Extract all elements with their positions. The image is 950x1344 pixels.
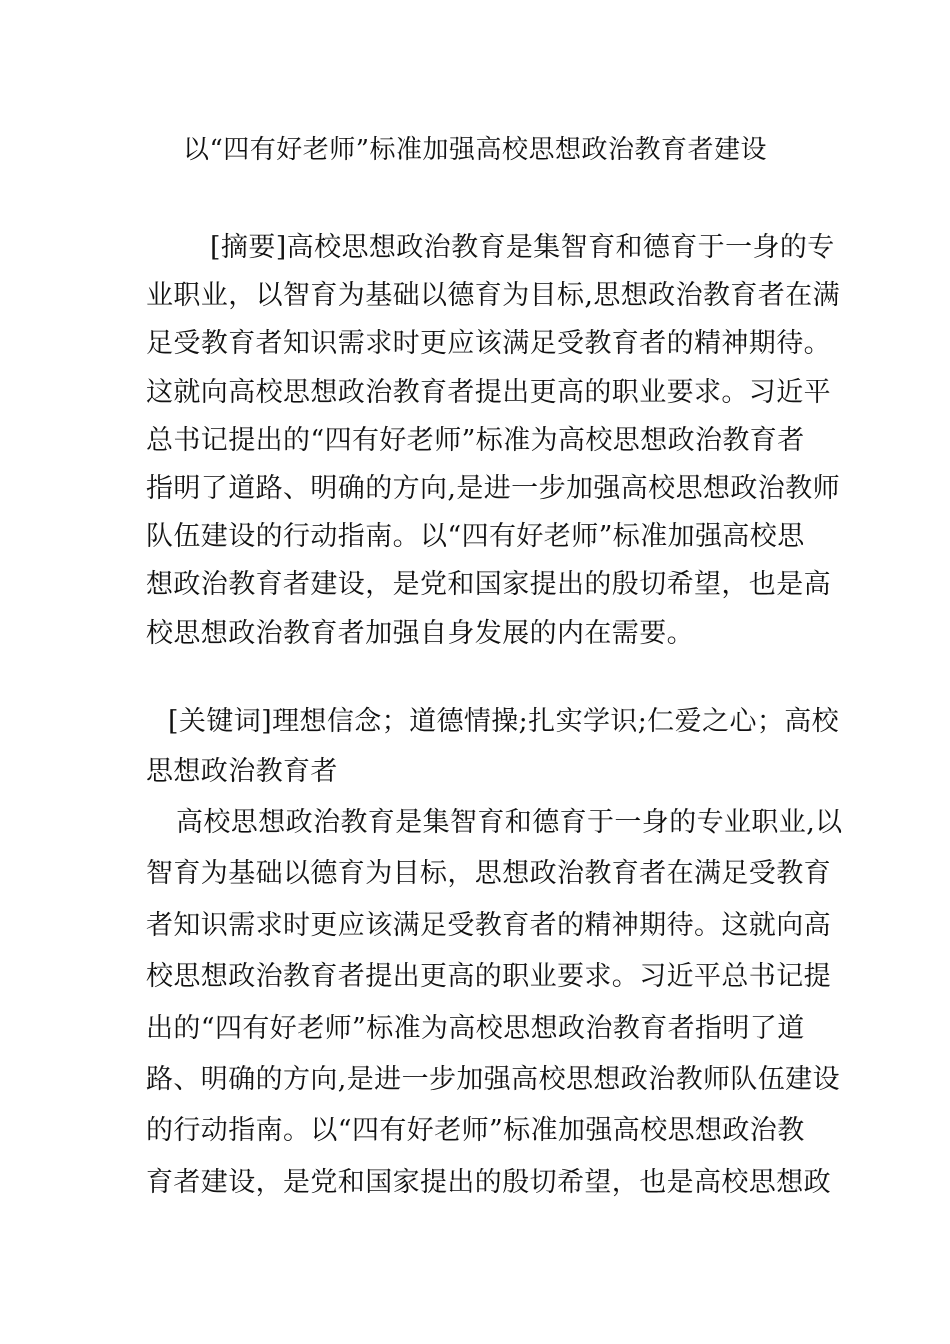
body-line: 校思想政治教育者提出更高的职业要求。习近平总书记提 xyxy=(146,961,831,993)
abstract-line: 校思想政治教育者加强自身发展的内在需要。 xyxy=(146,617,694,649)
abstract-line: 业职业，以智育为基础以德育为目标,思想政治教育者在满 xyxy=(146,280,840,312)
body-line: 路、明确的方向,是进一步加强高校思想政治教师队伍建设 xyxy=(146,1064,840,1096)
abstract-line: 指明了道路、明确的方向,是进一步加强高校思想政治教师 xyxy=(146,473,840,505)
body-line: 育者建设，是党和国家提出的殷切希望，也是高校思想政 xyxy=(146,1166,831,1198)
body-line: 的行动指南。以“四有好老师”标准加强高校思想政治教 xyxy=(146,1115,805,1147)
body-paragraph xyxy=(146,797,843,1208)
body-line: 者知识需求时更应该满足受教育者的精神期待。这就向高 xyxy=(146,909,831,941)
body-line: 高校思想政治教育是集智育和德育于一身的专业职业,以 xyxy=(176,807,843,838)
abstract-line: 队伍建设的行动指南。以“四有好老师”标准加强高校思 xyxy=(146,521,805,553)
abstract-line: [摘要]高校思想政治教育是集智育和德育于一身的专 xyxy=(210,232,835,263)
body-line: 智育为基础以德育为目标，思想政治教育者在满足受教育 xyxy=(146,858,831,890)
abstract-line: 想政治教育者建设，是党和国家提出的殷切希望，也是高 xyxy=(146,569,831,601)
abstract-paragraph xyxy=(146,224,840,658)
keywords-line: 思想政治教育者 xyxy=(146,756,338,787)
abstract-line: 足受教育者知识需求时更应该满足受教育者的精神期待。 xyxy=(146,328,831,360)
keywords-paragraph xyxy=(146,697,840,797)
body-line: 出的“四有好老师”标准为高校思想政治教育者指明了道 xyxy=(146,1012,805,1044)
abstract-line: 这就向高校思想政治教育者提出更高的职业要求。习近平 xyxy=(146,376,831,408)
document-title: 以“四有好老师”标准加强高校思想政治教育者建设 xyxy=(182,135,768,165)
keywords-line: [关键词]理想信念；道德情操;扎实学识;仁爱之心；高校 xyxy=(168,706,840,737)
abstract-line: 总书记提出的“四有好老师”标准为高校思想政治教育者 xyxy=(146,424,805,456)
